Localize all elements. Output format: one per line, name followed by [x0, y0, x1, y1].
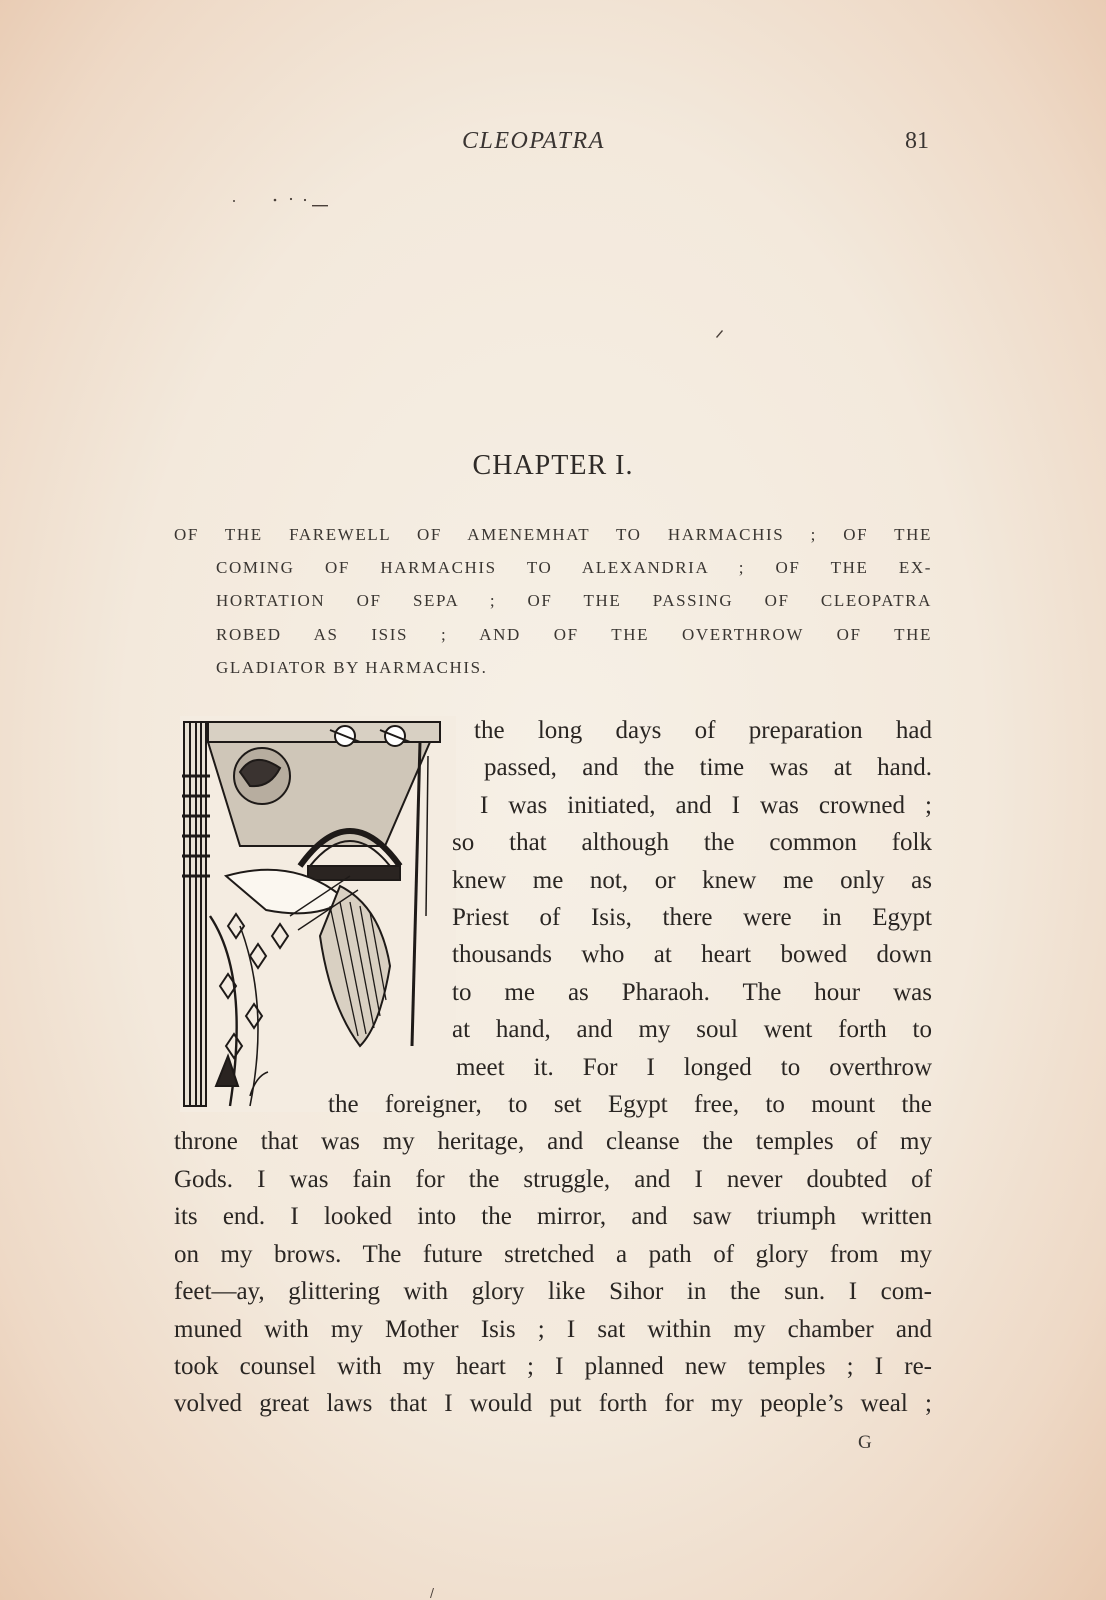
signature-mark: G: [858, 1432, 872, 1453]
body-line: throne that was my heritage, and cleanse the temples of my: [174, 1128, 932, 1156]
body-line: knew me not, or knew me only as: [452, 866, 932, 894]
body-line: feet—ay, glittering with glory like Sihor in the sun. I com-: [174, 1278, 932, 1306]
page-number: 81: [905, 128, 929, 154]
body-line: Priest of Isis, there were in Egypt: [452, 904, 932, 932]
body-line: the long days of preparation had: [474, 717, 932, 744]
summary-line: GLADIATOR BY HARMACHIS.: [216, 657, 488, 677]
body-line: so that although the common folk: [452, 829, 932, 857]
chapter-summary: [174, 518, 932, 684]
body-line: volved great laws that I would put forth for my people’s weal ;: [174, 1390, 932, 1418]
body-line: passed, and the time was at hand.: [484, 754, 932, 782]
body-line: took counsel with my heart ; I planned new temples ; I re-: [174, 1352, 932, 1380]
body-text: [174, 712, 932, 1423]
running-head-title: CLEOPATRA: [462, 128, 605, 154]
running-head: [0, 128, 1106, 162]
body-line: I was initiated, and I was crowned ;: [480, 791, 932, 819]
chapter-title: CHAPTER I.: [472, 450, 634, 481]
body-line: muned with my Mother Isis ; I sat within my chamber and: [174, 1315, 932, 1343]
body-line: Gods. I was fain for the struggle, and I never doubted of: [174, 1165, 932, 1193]
body-line: the foreigner, to set Egypt free, to mount the: [328, 1091, 932, 1119]
body-line: on my brows. The future stretched a path of glory from my: [174, 1240, 932, 1268]
summary-line: COMING OF HARMACHIS TO ALEXANDRIA ; OF THE EX-: [216, 558, 932, 578]
body-line: to me as Pharaoh. The hour was: [452, 978, 932, 1006]
body-line: thousands who at heart bowed down: [452, 941, 932, 969]
body-line: meet it. For I longed to overthrow: [456, 1053, 932, 1081]
summary-line: HORTATION OF SEPA ; OF THE PASSING OF CLEOPATRA: [216, 591, 932, 611]
body-line: its end. I looked into the mirror, and saw triumph written: [174, 1203, 932, 1231]
body-line: at hand, and my soul went forth to: [452, 1016, 932, 1044]
summary-line: ROBED AS ISIS ; AND OF THE OVERTHROW OF THE: [216, 624, 932, 644]
summary-line: OF THE FAREWELL OF AMENEMHAT TO HARMACHIS ; OF THE: [174, 525, 932, 544]
